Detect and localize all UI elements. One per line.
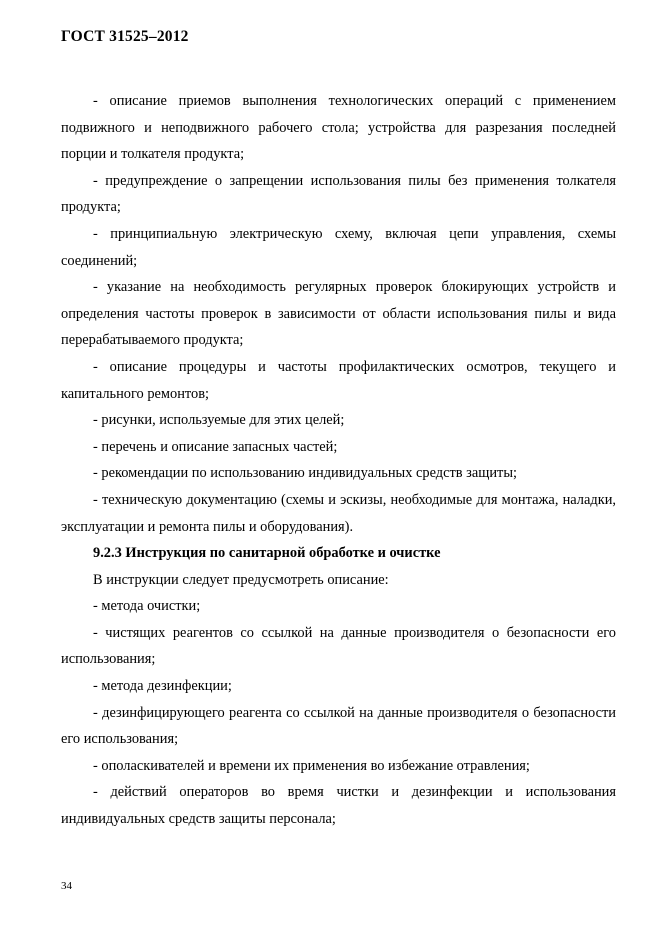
- page-number: 34: [61, 880, 72, 892]
- intro-text: В инструкции следует предусмотреть описание:: [93, 571, 389, 588]
- list-item: - перечень и описание запасных частей;: [93, 438, 338, 455]
- list-item: - указание на необходимость регулярных проверок блокирующих устройств и определения частоты проверок в зависимости от области использования пилы и вида перерабатываемого продукта;: [61, 279, 616, 349]
- section-heading: 9.2.3 Инструкция по санитарной обработке и очистке: [93, 545, 441, 562]
- list-item: - дезинфицирующего реагента со ссылкой на данные производителя о безопасности его использования;: [61, 704, 616, 748]
- document-header: ГОСТ 31525–2012: [61, 28, 189, 45]
- list-item: - предупреждение о запрещении использования пилы без применения толкателя продукта;: [61, 172, 616, 216]
- list-item: - чистящих реагентов со ссылкой на данные производителя о безопасности его использования;: [61, 624, 616, 668]
- list-item: - ополаскивателей и времени их применения во избежание отравления;: [93, 757, 530, 774]
- list-item: - описание приемов выполнения технологических операций с применением подвижного и неподвижного рабочего стола; устройства для разрезания последней порции и толкателя продукта;: [61, 93, 616, 163]
- list-item: - принципиальную электрическую схему, включая цепи управления, схемы соединений;: [61, 225, 616, 269]
- list-item: - метода дезинфекции;: [93, 678, 232, 695]
- list-item: - метода очистки;: [93, 598, 201, 615]
- document-body: [61, 88, 616, 833]
- list-item: - рисунки, используемые для этих целей;: [93, 412, 345, 429]
- list-item: - действий операторов во время чистки и дезинфекции и использования индивидуальных средств защиты персонала;: [61, 784, 616, 828]
- list-item: - рекомендации по использованию индивидуальных средств защиты;: [93, 465, 517, 482]
- list-item: - описание процедуры и частоты профилактических осмотров, текущего и капитального ремонтов;: [61, 358, 616, 402]
- list-item: - техническую документацию (схемы и эскизы, необходимые для монтажа, наладки, эксплуатации и ремонта пилы и оборудования).: [61, 491, 616, 535]
